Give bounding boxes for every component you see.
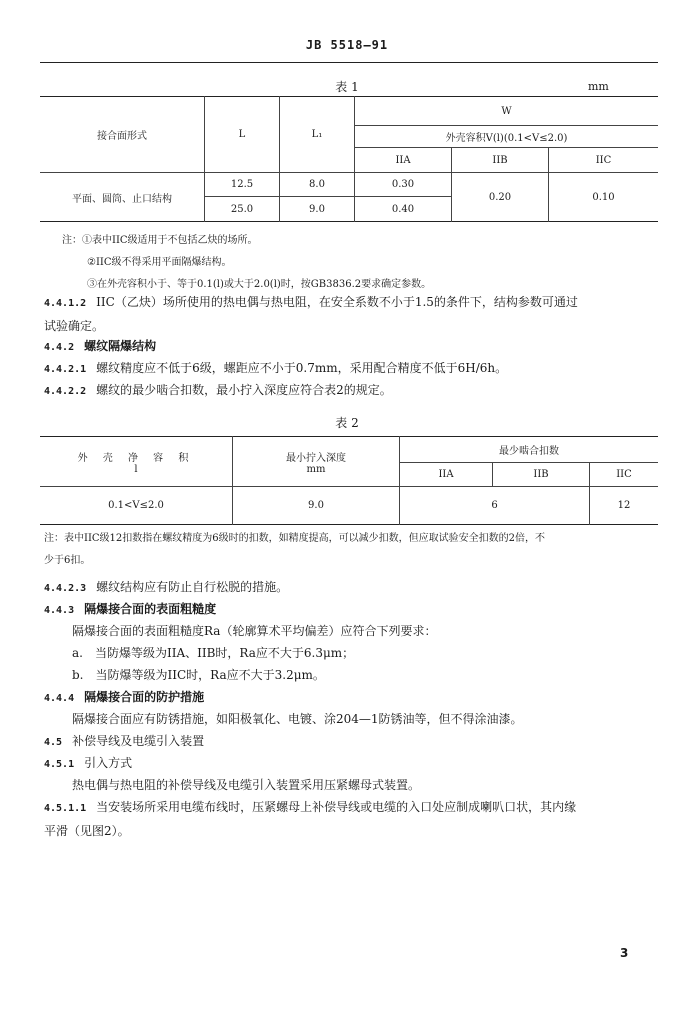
clause-number: 4.4.2.2 — [44, 386, 87, 397]
table2-header-threads: 最少啮合扣数 — [400, 437, 659, 463]
table1-cell-L1-2: 9.0 — [280, 197, 355, 222]
table1-header-L: L — [205, 97, 280, 173]
clause-4-4-4 — [44, 686, 204, 710]
clause-text: IIC（乙炔）场所使用的热电偶与热电阻，在安全系数不小于1.5的条件下，结构参数可通过 — [96, 295, 578, 309]
table2-header-depth-unit: mm — [306, 463, 326, 475]
list-label: a. — [72, 646, 83, 660]
clause-number: 4.4.3 — [44, 605, 75, 616]
clause-text: 螺纹的最少啮合扣数，最小拧入深度应符合表2的规定。 — [96, 383, 392, 397]
table1-note-2: ②IIC级不得采用平面隔爆结构。 — [87, 257, 232, 268]
table1-cell-IIA-1: 0.30 — [355, 173, 452, 197]
table1 — [40, 96, 658, 222]
clause-4-4-3-body: 隔爆接合面的表面粗糙度Ra（轮廓算术平均偏差）应符合下列要求： — [72, 624, 437, 638]
table2-cell-IIC: 12 — [617, 500, 631, 511]
clause-4-5-1 — [44, 752, 132, 776]
clause-4-5-1-1 — [44, 796, 664, 842]
table2 — [40, 436, 658, 525]
table2-header-volume-unit: l — [134, 463, 138, 475]
list-item-a — [72, 642, 354, 664]
clause-4-4-3 — [44, 598, 216, 622]
table2-title: 表 2 — [335, 416, 359, 430]
clause-4-4-1-2 — [44, 291, 664, 337]
list-text: 当防爆等级为IIC时，Ra应不大于3.2μm。 — [95, 668, 325, 682]
table1-cell-IIB: 0.20 — [452, 173, 549, 222]
table2-cell-IIA-IIB: 6 — [400, 487, 590, 525]
clause-number: 4.5 — [44, 737, 63, 748]
table1-cell-L1-1: 8.0 — [280, 173, 355, 197]
header-rule — [40, 62, 658, 63]
table1-note-3: ③在外壳容积小于、等于0.1(l)或大于2.0(l)时，按GB3836.2要求确定参数。 — [87, 279, 432, 290]
table1-header-L1: L₁ — [280, 97, 355, 173]
clause-4-5-1-body: 热电偶与热电阻的补偿导线及电缆引入装置采用压紧螺母式装置。 — [72, 778, 421, 792]
clause-number: 4.5.1.1 — [44, 803, 87, 814]
page-number: 3 — [620, 946, 629, 960]
clause-text: 隔爆接合面的表面粗糙度 — [84, 602, 217, 616]
clause-text: 螺纹精度应不低于6级，螺距应不小于0.7mm，采用配合精度不低于6H/6h。 — [96, 361, 508, 375]
clause-4-4-2-3 — [44, 576, 288, 600]
table2-header-volume — [40, 437, 233, 487]
clause-number: 4.4.2.3 — [44, 583, 87, 594]
clause-number: 4.4.2.1 — [44, 364, 87, 375]
table1-row-form: 平面、圆筒、止口结构 — [40, 173, 205, 222]
clause-4-4-2-2 — [44, 379, 392, 403]
clause-number: 4.4.1.2 — [44, 298, 87, 309]
table2-note-line-2: 少于6扣。 — [44, 555, 91, 566]
table2-header-IIC: IIC — [616, 469, 632, 480]
table2-header-depth — [233, 437, 400, 487]
table1-header-form: 接合面形式 — [40, 97, 205, 173]
clause-continuation: 平滑（见图2）。 — [44, 824, 130, 838]
table1-cell-IIA-2: 0.40 — [355, 197, 452, 222]
list-text: 当防爆等级为IIA、IIB时，Ra应不大于6.3μm； — [94, 646, 355, 660]
clause-text: 螺纹结构应有防止自行松脱的措施。 — [96, 580, 289, 594]
list-label: b. — [72, 668, 84, 682]
clause-text: 螺纹隔爆结构 — [84, 339, 157, 353]
document-header: JB 5518—91 — [305, 38, 389, 52]
table1-header-W: W — [355, 97, 659, 126]
clause-text: 引入方式 — [84, 756, 133, 770]
table1-header-IIA: IIA — [355, 148, 452, 173]
clause-4-4-4-body: 隔爆接合面应有防锈措施，如阳极氧化、电镀、涂204—1防锈油等，但不得涂油漆。 — [72, 712, 523, 726]
table1-cell-L-2: 25.0 — [205, 197, 280, 222]
clause-4-4-2 — [44, 335, 156, 359]
table2-note — [44, 528, 662, 572]
list-item-b — [72, 664, 325, 686]
table1-cell-IIC: 0.10 — [592, 191, 615, 203]
table1-notes — [62, 230, 431, 296]
clause-text: 隔爆接合面的防护措施 — [84, 690, 205, 704]
clause-4-5 — [44, 730, 204, 754]
table1-unit: mm — [588, 80, 609, 93]
table2-header-volume-label: 外 壳 净 容 积 — [77, 452, 195, 464]
table2-note-line-1: 注：表中IIC级12扣数指在螺纹精度为6级时的扣数，如精度提高，可以减少扣数，但应取试验安全扣数的2倍，不 — [44, 533, 546, 544]
clause-text: 补偿导线及电缆引入装置 — [72, 734, 205, 748]
table2-header-IIB: IIB — [493, 463, 590, 487]
table1-note-1: 注：①表中IIC级适用于不包括乙炔的场所。 — [62, 235, 258, 246]
table2-header-IIA: IIA — [400, 463, 493, 487]
table1-header-IIB: IIB — [452, 148, 549, 173]
clause-text: 当安装场所采用电缆布线时，压紧螺母上补偿导线或电缆的入口处应制成喇叭口状，其内缘 — [96, 800, 577, 814]
clause-number: 4.5.1 — [44, 759, 75, 770]
table1-title: 表 1 — [335, 80, 359, 94]
table2-cell-volume: 0.1<V≤2.0 — [40, 487, 233, 525]
table2-cell-depth: 9.0 — [233, 487, 400, 525]
clause-number: 4.4.2 — [44, 342, 75, 353]
table1-cell-L-1: 12.5 — [205, 173, 280, 197]
clause-continuation: 试验确定。 — [44, 319, 105, 333]
table1-header-IIC: IIC — [595, 154, 612, 166]
table2-header-depth-label: 最小拧入深度 — [286, 452, 346, 464]
clause-number: 4.4.4 — [44, 693, 75, 704]
clause-4-4-2-1 — [44, 357, 507, 381]
table1-header-volume: 外壳容积V(l)(0.1<V≤2.0) — [355, 126, 659, 148]
